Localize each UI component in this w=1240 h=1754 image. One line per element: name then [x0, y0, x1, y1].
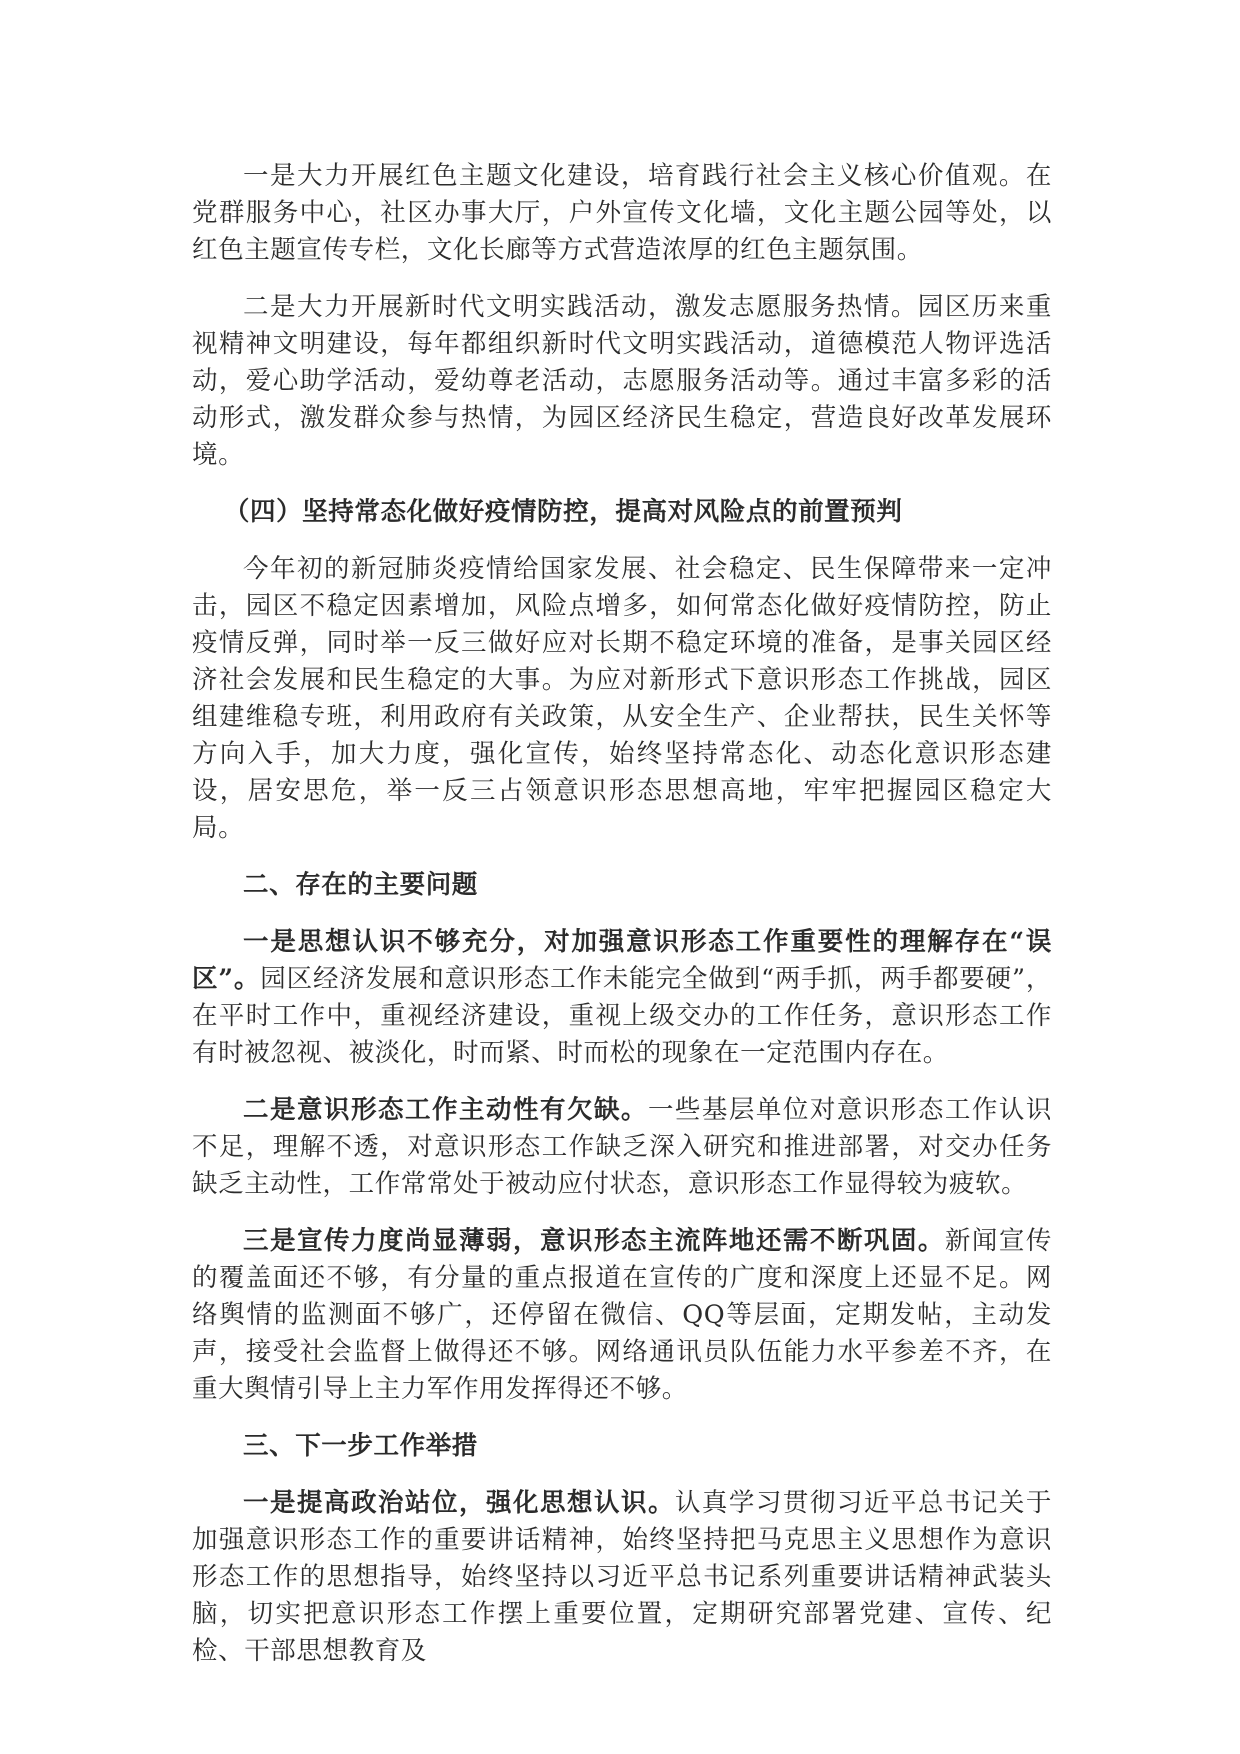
paragraph [192, 1092, 1052, 1203]
paragraph [192, 289, 1052, 474]
section-heading: 三、下一步工作举措 [243, 1431, 478, 1461]
paragraph [192, 158, 1052, 269]
paragraph [192, 1485, 1052, 1670]
paragraph-text: 一些基层单位对意识形态工作认识不足，理解不透，对意识形态工作缺乏深入研究和推进部署，对交办任务缺乏主动性，工作常常处于被动应付状态，意识形态工作显得较为疲软。 [192, 1095, 1052, 1199]
paragraph [192, 924, 1052, 1072]
paragraph-text: 一是大力开展红色主题文化建设，培育践行社会主义核心价值观。在党群服务中心，社区办事大厅，户外宣传文化墙，文化主题公园等处，以红色主题宣传专栏，文化长廊等方式营造浓厚的红色主题氛围。 [192, 161, 1052, 265]
paragraph-text: 二是大力开展新时代文明实践活动，激发志愿服务热情。园区历来重视精神文明建设，每年都组织新时代文明实践活动，道德模范人物评选活动，爱心助学活动，爱幼尊老活动，志愿服务活动等。通过丰富多彩的活动形式，激发群众参与热情，为园区经济民生稳定，营造良好改革发展环境。 [192, 292, 1052, 470]
paragraph [192, 551, 1052, 847]
paragraph-lead: 二是意识形态工作主动性有欠缺。 [243, 1095, 648, 1125]
paragraph-lead: 三是宣传力度尚显薄弱，意识形态主流阵地还需不断巩固。 [243, 1226, 945, 1256]
paragraph-text: 认真学习贯彻习近平总书记关于加强意识形态工作的重要讲话精神，始终坚持把马克思主义思想作为意识形态工作的思想指导，始终坚持以习近平总书记系列重要讲话精神武装头脑，切实把意识形态工作摆上重要位置，定期研究部署党建、宣传、纪检、干部思想教育及 [192, 1488, 1052, 1666]
section-heading: 二、存在的主要问题 [243, 870, 478, 900]
paragraph [192, 1223, 1052, 1408]
paragraph-text: 园区经济发展和意识形态工作未能完全做到“两手抓，两手都要硬”，在平时工作中，重视经济建设，重视上级交办的工作任务，意识形态工作有时被忽视、被淡化，时而紧、时而松的现象在一定范围内存在。 [192, 964, 1052, 1068]
paragraph-text: 今年初的新冠肺炎疫情给国家发展、社会稳定、民生保障带来一定冲击，园区不稳定因素增加，风险点增多，如何常态化做好疫情防控，防止疫情反弹，同时举一反三做好应对长期不稳定环境的准备，是事关园区经济社会发展和民生稳定的大事。为应对新形式下意识形态工作挑战，园区组建维稳专班，利用政府有关政策，从安全生产、企业帮扶，民生关怀等方向入手，加大力度，强化宣传，始终坚持常态化、动态化意识形态建设，居安思危，举一反三占领意识形态思想高地，牢牢把握园区稳定大局。 [192, 554, 1052, 843]
paragraph-text: 新闻宣传的覆盖面还不够，有分量的重点报道在宣传的广度和深度上还显不足。网络舆情的监测面不够广，还停留在微信、QQ等层面，定期发帖，主动发声，接受社会监督上做得还不够。网络通讯员队伍能力水平参差不齐，在重大舆情引导上主力军作用发挥得还不够。 [192, 1226, 1052, 1404]
document-body [192, 158, 1052, 1690]
paragraph-lead: 一是思想认识不够充分，对加强意识形态工作重要性的理解存在“误区”。 [192, 927, 1052, 994]
paragraph-lead: 一是提高政治站位，强化思想认识。 [243, 1488, 675, 1518]
section-subheading: （四）坚持常态化做好疫情防控，提高对风险点的前置预判 [223, 497, 903, 527]
